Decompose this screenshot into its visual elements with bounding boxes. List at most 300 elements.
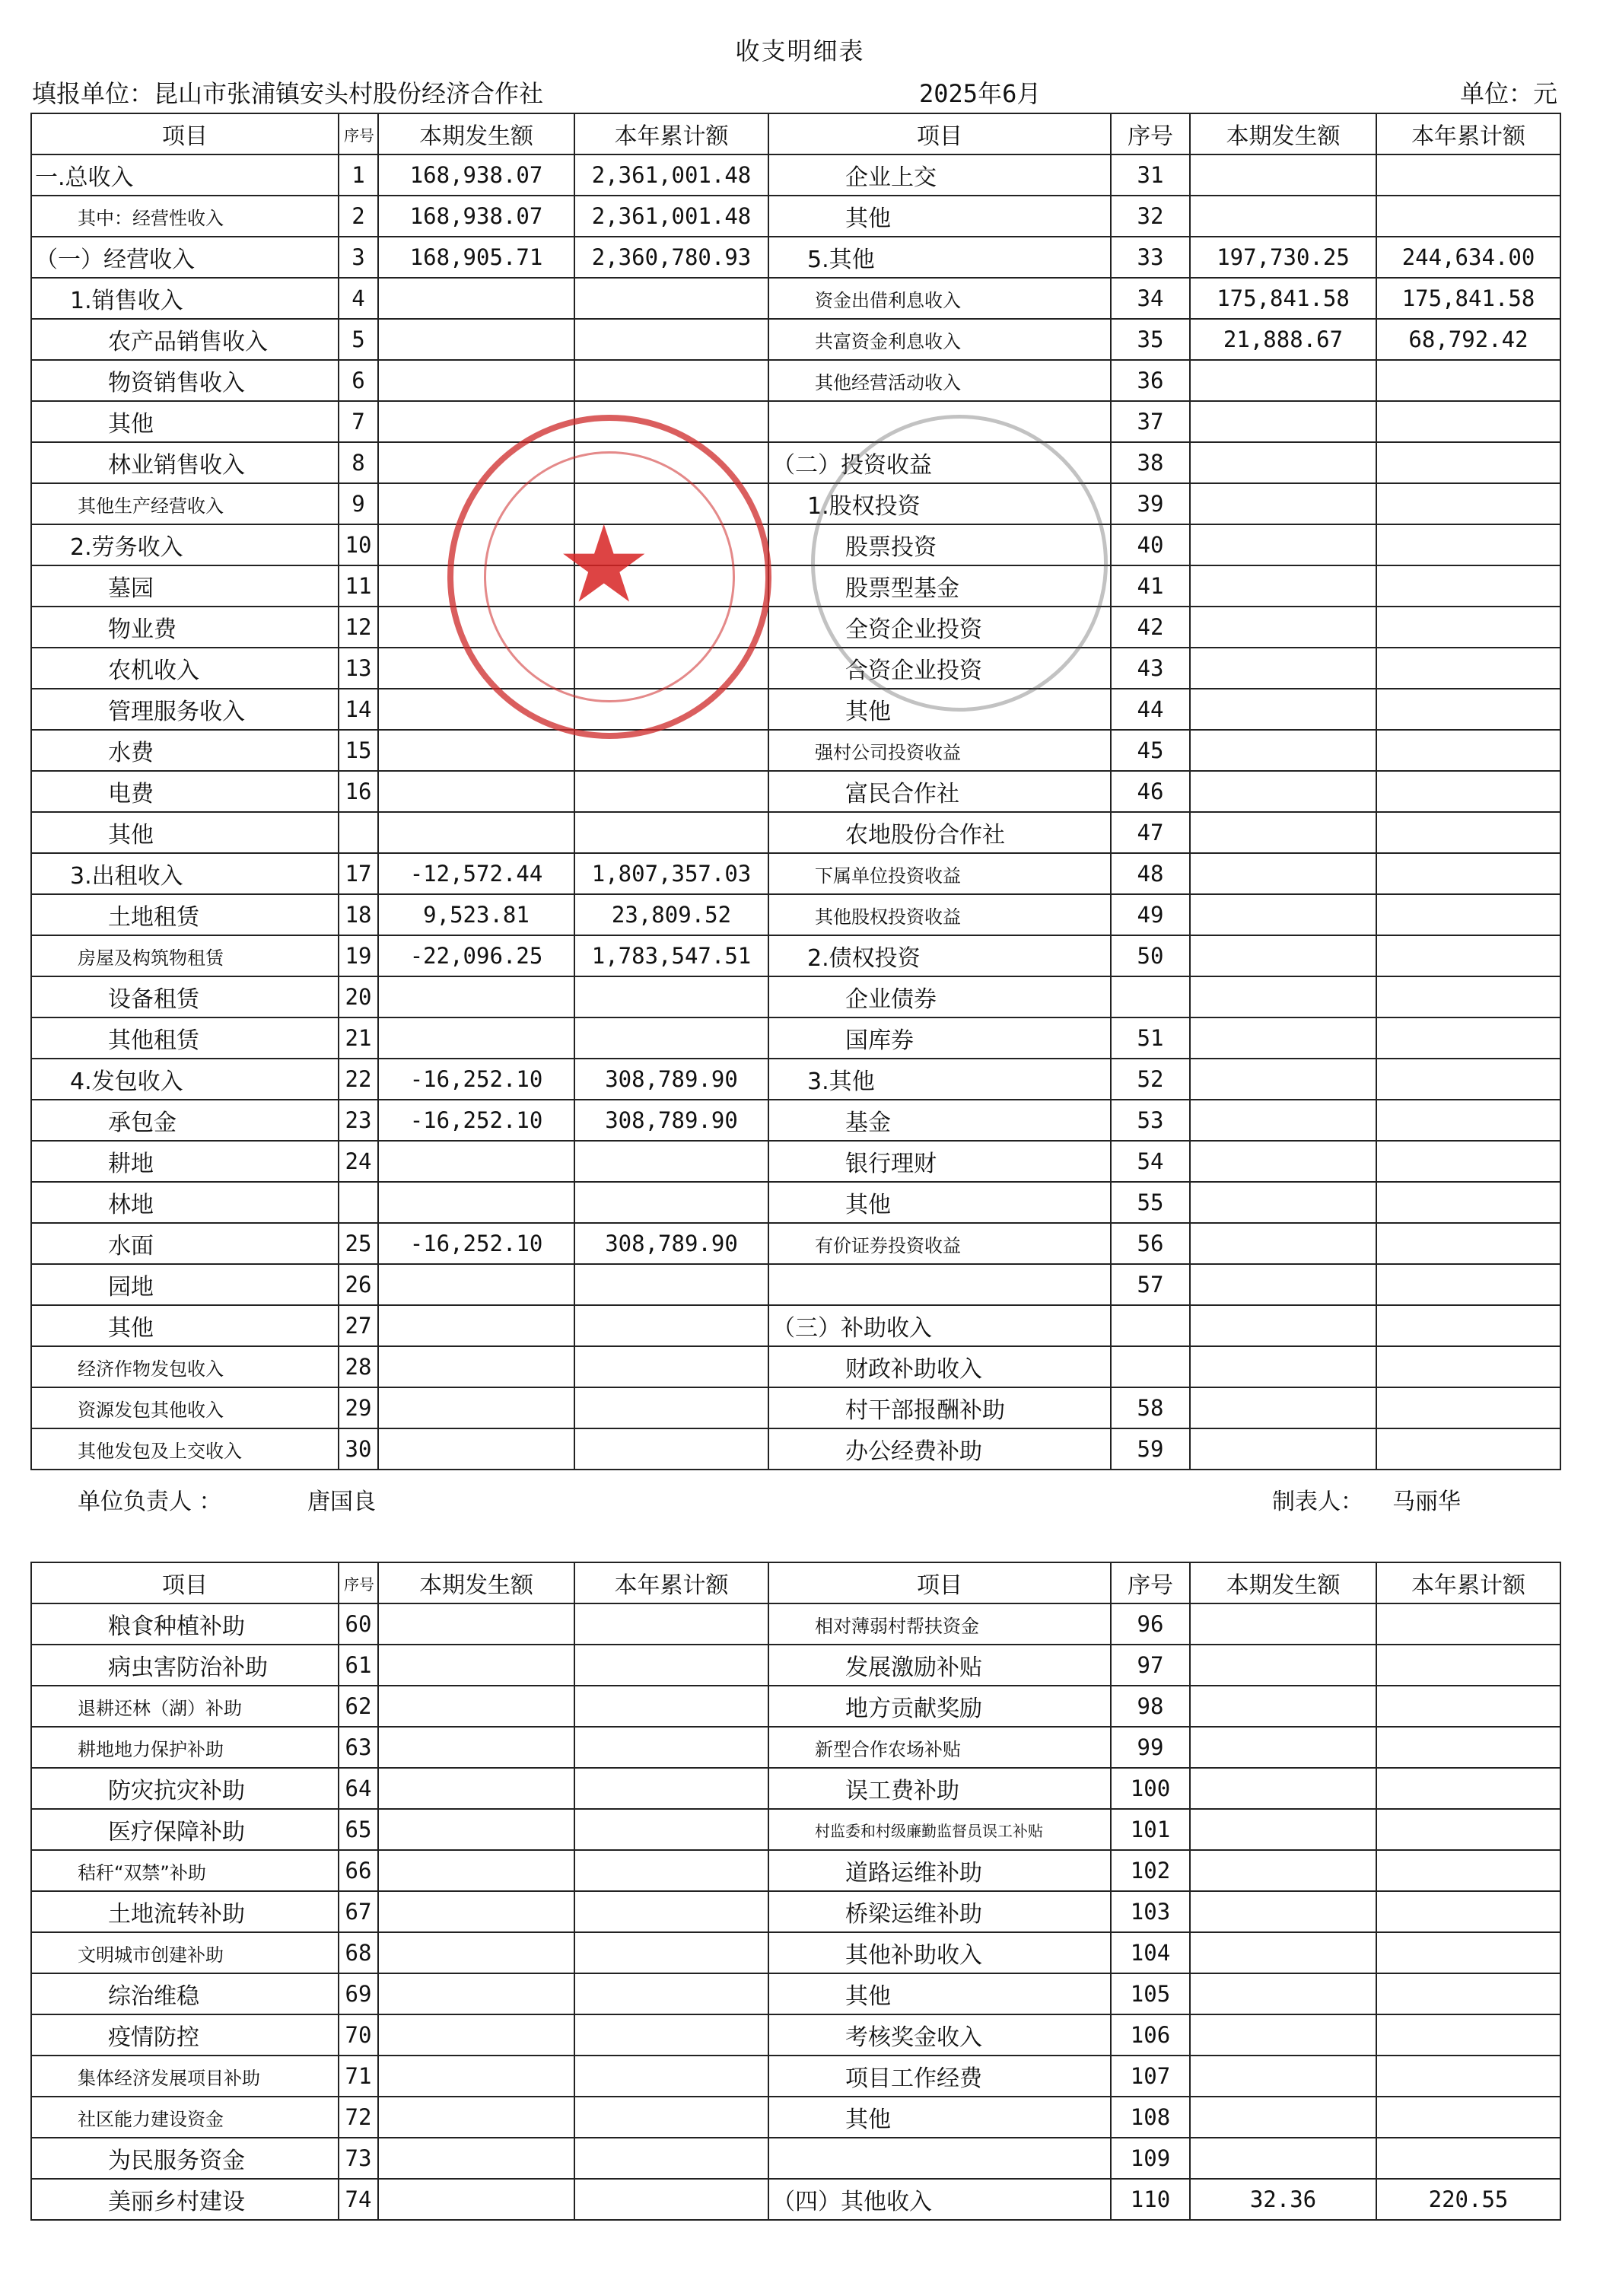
right-ytd-amount — [1376, 648, 1560, 689]
left-period-amount: 168,938.07 — [378, 196, 574, 237]
left-item-label: 秸秆“双禁”补助 — [31, 1850, 339, 1891]
left-item-label: 承包金 — [31, 1100, 339, 1141]
left-item-label: 农机收入 — [31, 648, 339, 689]
left-seq-cell: 26 — [339, 1264, 378, 1305]
right-period-amount — [1190, 442, 1376, 483]
left-seq-cell: 19 — [339, 935, 378, 976]
table-row — [31, 442, 1560, 483]
left-ytd-amount — [574, 2097, 768, 2138]
left-item-label: 物资销售收入 — [31, 360, 339, 401]
left-ytd-amount: 23,809.52 — [574, 894, 768, 935]
left-period-amount: 168,905.71 — [378, 237, 574, 278]
left-period-amount — [378, 401, 574, 442]
left-ytd-amount: 308,789.90 — [574, 1223, 768, 1264]
report-period: 2025年6月 — [919, 79, 1042, 108]
right-item-label: 相对薄弱村帮扶资金 — [768, 1603, 1111, 1645]
red-official-seal: ★ — [447, 415, 771, 739]
maker-label: 制表人： — [1272, 1489, 1363, 1515]
right-seq-cell: 96 — [1111, 1603, 1190, 1645]
left-seq-cell: 61 — [339, 1645, 378, 1686]
left-ytd-amount — [574, 319, 768, 360]
right-seq-cell: 44 — [1111, 689, 1190, 730]
table-row — [31, 237, 1560, 278]
left-seq-cell: 15 — [339, 730, 378, 771]
right-item-label — [768, 1264, 1111, 1305]
right-seq-cell: 58 — [1111, 1387, 1190, 1428]
right-period-amount — [1190, 1768, 1376, 1809]
table-row — [31, 1264, 1560, 1305]
left-seq-cell: 28 — [339, 1346, 378, 1387]
table-row — [31, 2097, 1560, 2138]
table-row — [31, 1891, 1560, 1932]
right-item-label: 其他 — [768, 196, 1111, 237]
table-header-row — [31, 113, 1560, 154]
left-item-label: 其他 — [31, 812, 339, 853]
right-seq-cell: 34 — [1111, 278, 1190, 319]
left-item-label: 疫情防控 — [31, 2014, 339, 2056]
right-period-amount — [1190, 1809, 1376, 1850]
table-row — [31, 771, 1560, 812]
right-seq-cell: 52 — [1111, 1059, 1190, 1100]
right-item-label: （三）补助收入 — [768, 1305, 1111, 1346]
left-seq-cell: 11 — [339, 565, 378, 607]
right-seq-cell: 102 — [1111, 1850, 1190, 1891]
left-period-amount — [378, 1809, 574, 1850]
right-seq-cell: 100 — [1111, 1768, 1190, 1809]
right-ytd-amount — [1376, 607, 1560, 648]
table-row — [31, 1141, 1560, 1182]
left-ytd-amount — [574, 2014, 768, 2056]
left-item-label: 病虫害防治补助 — [31, 1645, 339, 1686]
right-item-label: 新型合作农场补贴 — [768, 1727, 1111, 1768]
left-period-amount — [378, 1264, 574, 1305]
left-period-amount — [378, 2097, 574, 2138]
left-item-label: 林地 — [31, 1182, 339, 1223]
right-seq-cell: 38 — [1111, 442, 1190, 483]
right-seq-cell: 31 — [1111, 154, 1190, 196]
right-ytd-amount — [1376, 1305, 1560, 1346]
left-item-label: 其中：经营性收入 — [31, 196, 339, 237]
left-item-label: 墓园 — [31, 565, 339, 607]
right-ytd-amount — [1376, 1428, 1560, 1470]
left-seq-cell: 9 — [339, 483, 378, 524]
right-item-label: 农地股份合作社 — [768, 812, 1111, 853]
right-ytd-amount — [1376, 1932, 1560, 1973]
right-period-amount — [1190, 1727, 1376, 1768]
table-row — [31, 730, 1560, 771]
left-ytd-amount — [574, 1645, 768, 1686]
left-item-label: 土地租赁 — [31, 894, 339, 935]
right-period-amount — [1190, 853, 1376, 894]
header-period: 本期发生额 — [378, 1562, 574, 1603]
left-seq-cell: 27 — [339, 1305, 378, 1346]
right-item-label — [768, 2138, 1111, 2179]
left-ytd-amount — [574, 483, 768, 524]
right-ytd-amount — [1376, 1141, 1560, 1182]
left-period-amount — [378, 1428, 574, 1470]
left-item-label: 耕地 — [31, 1141, 339, 1182]
left-ytd-amount — [574, 607, 768, 648]
left-ytd-amount — [574, 1809, 768, 1850]
header-period: 本期发生额 — [1190, 113, 1376, 154]
right-period-amount — [1190, 935, 1376, 976]
right-period-amount — [1190, 1973, 1376, 2014]
table-row — [31, 1809, 1560, 1850]
right-period-amount — [1190, 154, 1376, 196]
right-ytd-amount — [1376, 1264, 1560, 1305]
left-period-amount — [378, 689, 574, 730]
left-item-label: 管理服务收入 — [31, 689, 339, 730]
table-row — [31, 1850, 1560, 1891]
left-period-amount: -16,252.10 — [378, 1100, 574, 1141]
left-period-amount — [378, 1387, 574, 1428]
left-period-amount — [378, 2056, 574, 2097]
left-ytd-amount — [574, 1387, 768, 1428]
left-period-amount — [378, 524, 574, 565]
right-ytd-amount — [1376, 853, 1560, 894]
left-period-amount — [378, 1768, 574, 1809]
right-item-label: 有价证券投资收益 — [768, 1223, 1111, 1264]
left-seq-cell: 68 — [339, 1932, 378, 1973]
left-ytd-amount — [574, 2056, 768, 2097]
left-period-amount — [378, 812, 574, 853]
left-ytd-amount — [574, 771, 768, 812]
left-period-amount — [378, 1686, 574, 1727]
left-ytd-amount — [574, 278, 768, 319]
table-row — [31, 483, 1560, 524]
right-ytd-amount — [1376, 730, 1560, 771]
table-row — [31, 196, 1560, 237]
left-item-label: 防灾抗灾补助 — [31, 1768, 339, 1809]
left-item-label: 其他生产经营收入 — [31, 483, 339, 524]
left-item-label: 其他 — [31, 401, 339, 442]
right-item-label: （四）其他收入 — [768, 2179, 1111, 2220]
right-period-amount — [1190, 976, 1376, 1017]
right-ytd-amount — [1376, 401, 1560, 442]
left-period-amount — [378, 565, 574, 607]
right-period-amount — [1190, 1305, 1376, 1346]
left-item-label: 为民服务资金 — [31, 2138, 339, 2179]
header-ytd: 本年累计额 — [1376, 1562, 1560, 1603]
left-item-label: 4.发包收入 — [31, 1059, 339, 1100]
left-period-amount — [378, 2138, 574, 2179]
left-seq-cell: 8 — [339, 442, 378, 483]
right-period-amount — [1190, 1059, 1376, 1100]
left-seq-cell: 22 — [339, 1059, 378, 1100]
table-row — [31, 935, 1560, 976]
right-ytd-amount: 175,841.58 — [1376, 278, 1560, 319]
right-seq-cell: 35 — [1111, 319, 1190, 360]
right-seq-cell: 41 — [1111, 565, 1190, 607]
right-seq-cell: 56 — [1111, 1223, 1190, 1264]
right-item-label: 企业债券 — [768, 976, 1111, 1017]
right-ytd-amount — [1376, 1603, 1560, 1645]
left-seq-cell: 21 — [339, 1017, 378, 1059]
left-item-label: 园地 — [31, 1264, 339, 1305]
left-item-label: 农产品销售收入 — [31, 319, 339, 360]
left-period-amount — [378, 1017, 574, 1059]
right-item-label: 其他 — [768, 1973, 1111, 2014]
right-seq-cell: 108 — [1111, 2097, 1190, 2138]
left-ytd-amount — [574, 1891, 768, 1932]
right-period-amount — [1190, 1017, 1376, 1059]
table-row — [31, 1305, 1560, 1346]
left-period-amount — [378, 1603, 574, 1645]
table-row — [31, 1603, 1560, 1645]
table-header-row — [31, 1562, 1560, 1603]
right-period-amount — [1190, 2097, 1376, 2138]
right-period-amount — [1190, 196, 1376, 237]
right-period-amount — [1190, 1141, 1376, 1182]
left-ytd-amount — [574, 1305, 768, 1346]
left-ytd-amount — [574, 1141, 768, 1182]
right-item-label — [768, 401, 1111, 442]
right-seq-cell: 106 — [1111, 2014, 1190, 2056]
right-seq-cell: 55 — [1111, 1182, 1190, 1223]
left-ytd-amount — [574, 1932, 768, 1973]
table-row — [31, 1100, 1560, 1141]
right-seq-cell: 103 — [1111, 1891, 1190, 1932]
left-ytd-amount: 308,789.90 — [574, 1059, 768, 1100]
right-seq-cell: 48 — [1111, 853, 1190, 894]
right-seq-cell: 51 — [1111, 1017, 1190, 1059]
right-seq-cell: 57 — [1111, 1264, 1190, 1305]
right-seq-cell: 107 — [1111, 2056, 1190, 2097]
right-period-amount — [1190, 1346, 1376, 1387]
left-seq-cell: 4 — [339, 278, 378, 319]
right-item-label: 股票型基金 — [768, 565, 1111, 607]
left-period-amount: -22,096.25 — [378, 935, 574, 976]
right-ytd-amount — [1376, 812, 1560, 853]
left-item-label: 文明城市创建补助 — [31, 1932, 339, 1973]
table-row — [31, 689, 1560, 730]
right-item-label: 误工费补助 — [768, 1768, 1111, 1809]
right-ytd-amount — [1376, 2138, 1560, 2179]
table-row — [31, 1223, 1560, 1264]
right-ytd-amount — [1376, 976, 1560, 1017]
left-seq-cell: 7 — [339, 401, 378, 442]
right-seq-cell: 110 — [1111, 2179, 1190, 2220]
table-row — [31, 976, 1560, 1017]
table-row — [31, 2056, 1560, 2097]
right-seq-cell: 101 — [1111, 1809, 1190, 1850]
left-period-amount — [378, 2179, 574, 2220]
right-ytd-amount — [1376, 1973, 1560, 2014]
left-seq-cell: 30 — [339, 1428, 378, 1470]
right-period-amount — [1190, 1932, 1376, 1973]
left-item-label: 粮食种植补助 — [31, 1603, 339, 1645]
left-ytd-amount — [574, 565, 768, 607]
right-item-label: 办公经费补助 — [768, 1428, 1111, 1470]
left-item-label: 社区能力建设资金 — [31, 2097, 339, 2138]
right-item-label: 2.债权投资 — [768, 935, 1111, 976]
right-period-amount — [1190, 524, 1376, 565]
left-period-amount — [378, 1850, 574, 1891]
left-item-label: 退耕还林（湖）补助 — [31, 1686, 339, 1727]
left-ytd-amount — [574, 689, 768, 730]
header-period: 本期发生额 — [378, 113, 574, 154]
income-table-2 — [30, 1562, 1561, 2221]
left-seq-cell: 65 — [339, 1809, 378, 1850]
left-item-label: 2.劳务收入 — [31, 524, 339, 565]
left-ytd-amount — [574, 812, 768, 853]
left-ytd-amount — [574, 1264, 768, 1305]
left-item-label: 水面 — [31, 1223, 339, 1264]
left-seq-cell: 25 — [339, 1223, 378, 1264]
left-period-amount — [378, 1973, 574, 2014]
left-seq-cell: 24 — [339, 1141, 378, 1182]
table-row — [31, 278, 1560, 319]
left-item-label: 物业费 — [31, 607, 339, 648]
right-seq-cell — [1111, 1305, 1190, 1346]
table-row — [31, 2138, 1560, 2179]
right-item-label: 其他 — [768, 2097, 1111, 2138]
table-row — [31, 812, 1560, 853]
table-row — [31, 565, 1560, 607]
right-period-amount — [1190, 730, 1376, 771]
right-seq-cell: 59 — [1111, 1428, 1190, 1470]
left-period-amount — [378, 319, 574, 360]
right-seq-cell: 46 — [1111, 771, 1190, 812]
right-ytd-amount — [1376, 1100, 1560, 1141]
left-seq-cell: 70 — [339, 2014, 378, 2056]
right-ytd-amount — [1376, 1645, 1560, 1686]
right-period-amount — [1190, 565, 1376, 607]
left-item-label: 综治维稳 — [31, 1973, 339, 2014]
left-ytd-amount — [574, 524, 768, 565]
right-period-amount: 21,888.67 — [1190, 319, 1376, 360]
right-ytd-amount — [1376, 1809, 1560, 1850]
left-seq-cell: 72 — [339, 2097, 378, 2138]
left-ytd-amount — [574, 360, 768, 401]
table-row — [31, 607, 1560, 648]
right-item-label: 其他 — [768, 1182, 1111, 1223]
right-seq-cell: 39 — [1111, 483, 1190, 524]
left-ytd-amount — [574, 976, 768, 1017]
left-ytd-amount — [574, 1973, 768, 2014]
left-item-label: 3.出租收入 — [31, 853, 339, 894]
right-period-amount — [1190, 1428, 1376, 1470]
right-item-label: 共富资金利息收入 — [768, 319, 1111, 360]
right-period-amount — [1190, 1100, 1376, 1141]
left-period-amount — [378, 1891, 574, 1932]
right-item-label: 项目工作经费 — [768, 2056, 1111, 2097]
left-period-amount: -16,252.10 — [378, 1059, 574, 1100]
left-ytd-amount: 1,807,357.03 — [574, 853, 768, 894]
right-seq-cell: 47 — [1111, 812, 1190, 853]
table-row — [31, 1727, 1560, 1768]
right-seq-cell: 36 — [1111, 360, 1190, 401]
left-seq-cell: 14 — [339, 689, 378, 730]
right-ytd-amount — [1376, 1891, 1560, 1932]
left-ytd-amount — [574, 1428, 768, 1470]
right-period-amount — [1190, 2138, 1376, 2179]
right-seq-cell: 37 — [1111, 401, 1190, 442]
right-ytd-amount — [1376, 154, 1560, 196]
left-period-amount — [378, 1346, 574, 1387]
right-item-label: 财政补助收入 — [768, 1346, 1111, 1387]
left-item-label: 电费 — [31, 771, 339, 812]
right-item-label: 考核奖金收入 — [768, 2014, 1111, 2056]
left-item-label: 其他租赁 — [31, 1017, 339, 1059]
table-row — [31, 401, 1560, 442]
table-row — [31, 319, 1560, 360]
left-seq-cell: 60 — [339, 1603, 378, 1645]
right-period-amount — [1190, 401, 1376, 442]
right-period-amount: 175,841.58 — [1190, 278, 1376, 319]
table-row — [31, 853, 1560, 894]
left-item-label: 经济作物发包收入 — [31, 1346, 339, 1387]
table-row — [31, 1686, 1560, 1727]
right-period-amount — [1190, 1387, 1376, 1428]
left-item-label: 美丽乡村建设 — [31, 2179, 339, 2220]
right-seq-cell — [1111, 976, 1190, 1017]
left-period-amount — [378, 976, 574, 1017]
right-item-label: 下属单位投资收益 — [768, 853, 1111, 894]
header-item: 项目 — [768, 1562, 1111, 1603]
table-row — [31, 524, 1560, 565]
header-ytd: 本年累计额 — [574, 1562, 768, 1603]
right-period-amount — [1190, 812, 1376, 853]
left-item-label: 房屋及构筑物租赁 — [31, 935, 339, 976]
left-ytd-amount — [574, 2179, 768, 2220]
left-seq-cell: 66 — [339, 1850, 378, 1891]
right-item-label: 基金 — [768, 1100, 1111, 1141]
left-ytd-amount — [574, 1603, 768, 1645]
right-ytd-amount — [1376, 2056, 1560, 2097]
right-ytd-amount — [1376, 360, 1560, 401]
header-period: 本期发生额 — [1190, 1562, 1376, 1603]
table-row — [31, 360, 1560, 401]
table-row — [31, 1768, 1560, 1809]
right-ytd-amount: 244,634.00 — [1376, 237, 1560, 278]
right-ytd-amount — [1376, 483, 1560, 524]
right-item-label: 道路运维补助 — [768, 1850, 1111, 1891]
left-period-amount: 9,523.81 — [378, 894, 574, 935]
left-ytd-amount: 1,783,547.51 — [574, 935, 768, 976]
left-ytd-amount — [574, 730, 768, 771]
right-seq-cell: 105 — [1111, 1973, 1190, 2014]
table-row — [31, 1182, 1560, 1223]
table-row — [31, 2014, 1560, 2056]
left-seq-cell: 74 — [339, 2179, 378, 2220]
table-row — [31, 1645, 1560, 1686]
right-period-amount — [1190, 1223, 1376, 1264]
right-item-label: 村干部报酬补助 — [768, 1387, 1111, 1428]
left-seq-cell: 71 — [339, 2056, 378, 2097]
left-ytd-amount — [574, 1182, 768, 1223]
right-item-label: 1.股权投资 — [768, 483, 1111, 524]
left-item-label: 1.销售收入 — [31, 278, 339, 319]
right-ytd-amount: 220.55 — [1376, 2179, 1560, 2220]
right-period-amount — [1190, 2056, 1376, 2097]
left-period-amount — [378, 1182, 574, 1223]
left-period-amount: -16,252.10 — [378, 1223, 574, 1264]
left-ytd-amount — [574, 1727, 768, 1768]
right-ytd-amount — [1376, 689, 1560, 730]
right-ytd-amount — [1376, 894, 1560, 935]
left-seq-cell: 63 — [339, 1727, 378, 1768]
left-item-label: 其他 — [31, 1305, 339, 1346]
right-ytd-amount — [1376, 1182, 1560, 1223]
left-period-amount — [378, 730, 574, 771]
left-period-amount — [378, 607, 574, 648]
left-period-amount — [378, 1932, 574, 1973]
right-item-label: 强村公司投资收益 — [768, 730, 1111, 771]
right-item-label: 银行理财 — [768, 1141, 1111, 1182]
table-row — [31, 1387, 1560, 1428]
left-seq-cell: 2 — [339, 196, 378, 237]
